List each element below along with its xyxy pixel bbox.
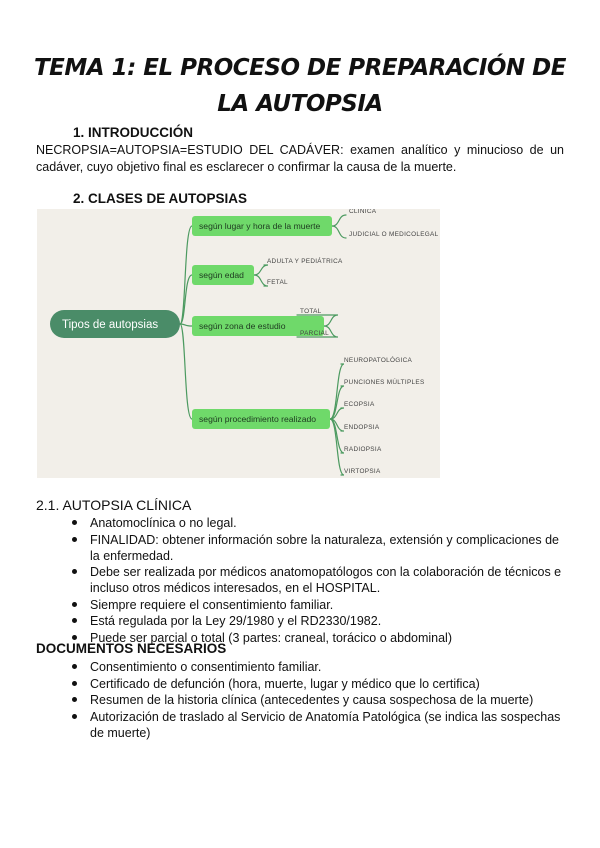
- intro-paragraph: NECROPSIA=AUTOPSIA=ESTUDIO DEL CADÁVER: examen analítico y minucioso de un cadáver, cuyo objetivo final es esclarecer o confirmar la causa de la muerte.: [36, 143, 564, 174]
- list-item: Está regulada por la Ley 29/1980 y el RD2330/1982.: [72, 613, 564, 629]
- section-heading-introduccion: 1. INTRODUCCIÓN: [73, 125, 194, 140]
- section-heading-clases: 2. CLASES DE AUTOPSIAS: [73, 191, 248, 206]
- mindmap-leaf-label: TOTAL: [300, 308, 322, 315]
- mindmap-leaf-label: RADIOPSIA: [344, 446, 382, 453]
- list-item: Certificado de defunción (hora, muerte, lugar y médico que lo certifica): [72, 676, 564, 692]
- list-item: Resumen de la historia clínica (antecedentes y causa sospechosa de la muerte): [72, 692, 564, 708]
- section-heading-autopsia-clinica: 2.1. AUTOPSIA CLÍNICA: [36, 497, 192, 513]
- page-title: TEMA 1: EL PROCESO DE PREPARACIÓN DE LA AUTOPSIA: [33, 55, 566, 117]
- mindmap-branch-label: según procedimiento realizado: [199, 414, 317, 424]
- autopsia-clinica-list: [72, 515, 564, 646]
- list-item: Consentimiento o consentimiento familiar.: [72, 659, 564, 675]
- mindmap-branch-label: según lugar y hora de la muerte: [199, 221, 321, 231]
- list-item: Autorización de traslado al Servicio de Anatomía Patológica (se indica las sospechas de muerte): [72, 709, 564, 741]
- mindmap-leaf-label: FETAL: [267, 279, 288, 286]
- mindmap-leaf-label: CLÍNICA: [349, 209, 377, 215]
- mindmap-diagram: [37, 209, 440, 478]
- section-heading-documentos: DOCUMENTOS NECESARIOS: [36, 641, 227, 656]
- mindmap-root-label: Tipos de autopsias: [62, 319, 159, 331]
- mindmap-branch-label: según zona de estudio: [199, 321, 286, 331]
- mindmap-leaf-label: PUNCIONES MÚLTIPLES: [344, 379, 425, 386]
- list-item: Siempre requiere el consentimiento familiar.: [72, 597, 564, 613]
- mindmap-leaf-label: ADULTA Y PEDIÁTRICA: [267, 258, 343, 265]
- mindmap-leaf-label: ECOPSIA: [344, 401, 375, 408]
- list-item: Debe ser realizada por médicos anatomopatólogos con la colaboración de técnicos e incluso otros médicos interesados, en el HOSPITAL.: [72, 564, 564, 596]
- list-item: FINALIDAD: obtener información sobre la naturaleza, extensión y complicaciones de la enfermedad.: [72, 532, 564, 564]
- list-item: Puede ser parcial o total (3 partes: craneal, torácico o abdominal): [72, 630, 564, 646]
- mindmap-branch-label: según edad: [199, 270, 244, 280]
- list-item: Anatomoclínica o no legal.: [72, 515, 564, 531]
- mindmap-leaf-label: NEUROPATOLÓGICA: [344, 357, 413, 364]
- mindmap-leaf-label: VIRTOPSIA: [344, 468, 381, 475]
- mindmap-leaf-label: JUDICIAL O MEDICOLEGAL: [349, 231, 439, 238]
- mindmap-leaf-label: ENDOPSIA: [344, 424, 380, 431]
- documentos-list: [72, 659, 564, 741]
- mindmap-leaf-label: PARCIAL: [300, 330, 329, 337]
